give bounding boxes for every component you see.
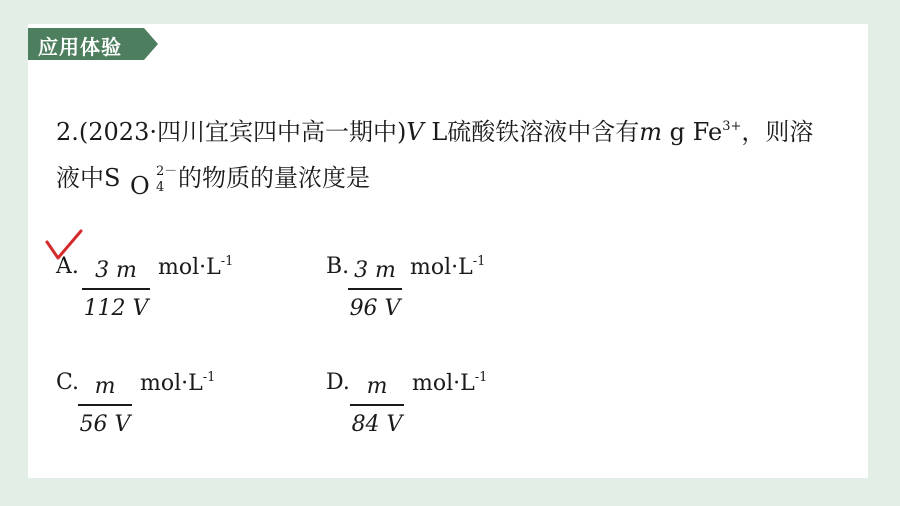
option-d-fraction <box>350 374 404 444</box>
option-c-numerator: m <box>94 374 116 399</box>
option-b-fraction <box>348 258 402 328</box>
option-a-numerator: 3 m <box>95 258 137 283</box>
option-a-unit-exp: -1 <box>220 254 234 269</box>
fraction-bar <box>348 288 402 290</box>
fraction-bar <box>350 404 404 406</box>
option-c-unit-exp: -1 <box>202 370 216 385</box>
option-a-unit <box>158 254 233 280</box>
question-text-line2-start: 液中 <box>56 164 104 192</box>
section-tag-label: 应用体验 <box>38 35 122 59</box>
option-a-denominator: 112 V <box>83 296 149 321</box>
option-d-unit <box>412 370 487 396</box>
option-b-unit <box>410 254 485 280</box>
question-line-2 <box>56 158 370 200</box>
option-d-unit-text: mol·L <box>412 371 475 396</box>
question-text-end: ，则溶 <box>741 118 814 146</box>
question-text-mid: L硫酸铁溶液中含有 <box>423 118 640 146</box>
option-b-denominator: 96 V <box>349 296 401 321</box>
option-a-fraction <box>82 258 150 328</box>
option-b-unit-exp: -1 <box>472 254 486 269</box>
option-c-denominator: 56 V <box>79 412 131 437</box>
option-c-fraction <box>78 374 132 444</box>
fraction-bar <box>82 288 150 290</box>
option-d-letter[interactable]: D. <box>326 370 350 395</box>
variable-v: V <box>406 118 424 146</box>
option-c-unit <box>140 370 215 396</box>
option-a-letter[interactable]: A. <box>56 254 79 279</box>
fe-charge: 3+ <box>722 119 742 134</box>
option-d-numerator: m <box>366 374 388 399</box>
option-b-numerator: 3 m <box>354 258 396 283</box>
question-number: 2. <box>56 118 79 146</box>
option-d-denominator: 84 V <box>351 412 403 437</box>
sulfate-charge: 2－ <box>156 164 178 179</box>
option-c-letter[interactable]: C. <box>56 370 80 395</box>
question-line-1 <box>56 112 813 147</box>
sulfate-s: S <box>104 164 121 192</box>
section-tag <box>28 28 158 60</box>
option-a-unit-text: mol·L <box>158 255 221 280</box>
question-text-line2-end: 的物质的量浓度是 <box>178 164 370 192</box>
question-source: (2023·四川宜宾四中高一期中) <box>78 118 407 146</box>
sulfate-index: 4 <box>156 180 165 195</box>
sulfate-o: O <box>130 172 150 200</box>
option-b-letter[interactable]: B. <box>326 254 350 279</box>
option-c-unit-text: mol·L <box>140 371 203 396</box>
content-card <box>28 24 868 478</box>
option-b-unit-text: mol·L <box>410 255 473 280</box>
fraction-bar <box>78 404 132 406</box>
sulfate-formula <box>104 164 178 200</box>
question-text-fe: g Fe <box>662 118 723 146</box>
variable-m: m <box>639 118 663 146</box>
option-d-unit-exp: -1 <box>474 370 488 385</box>
